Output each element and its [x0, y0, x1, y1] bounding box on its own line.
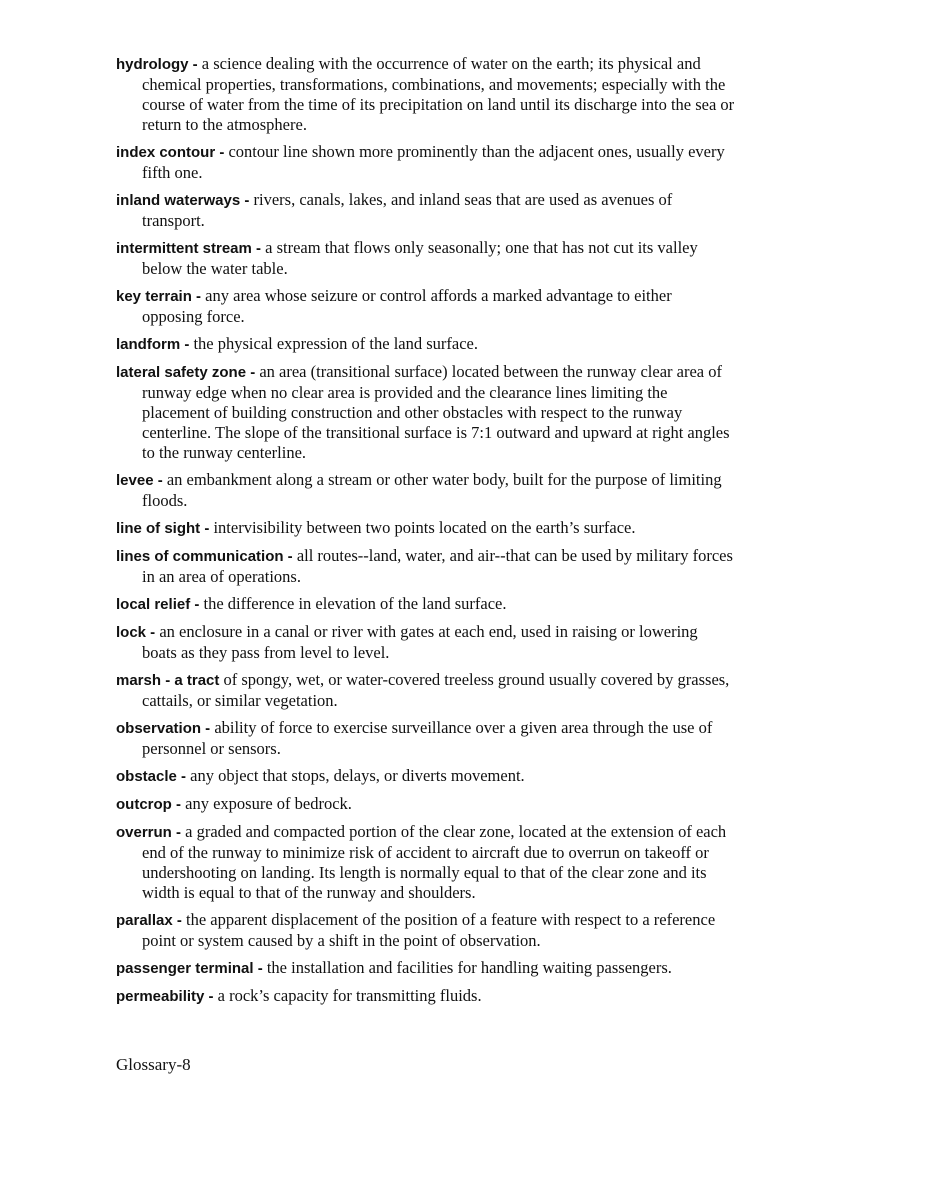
glossary-term: observation -	[116, 720, 211, 737]
glossary-entry	[116, 470, 736, 511]
glossary-entry	[116, 718, 736, 759]
glossary-entry	[116, 910, 736, 951]
glossary-term: passenger terminal -	[116, 960, 263, 977]
glossary-term: lines of communication -	[116, 548, 293, 565]
page-number: Glossary-8	[116, 1055, 191, 1074]
glossary-entry	[116, 822, 736, 903]
glossary-entry	[116, 546, 736, 587]
glossary-entry	[116, 238, 736, 279]
glossary-definition: a rock’s capacity for transmitting fluids.	[213, 986, 482, 1005]
glossary-entry	[116, 334, 736, 355]
glossary-definition: rivers, canals, lakes, and inland seas that are used as avenues of transport.	[142, 190, 673, 230]
glossary-entry	[116, 518, 736, 539]
glossary-definition: a graded and compacted portion of the clear zone, located at the extension of each end of the runway to minimize risk of accident to aircraft due to overrun on takeoff or undershooting on landing. Its length is normally equal to that of the clear zone and its width is equal to that of the runway and shoulders.	[142, 822, 727, 902]
glossary-term: intermittent stream -	[116, 240, 262, 257]
glossary-definition: the physical expression of the land surface.	[189, 334, 478, 353]
glossary-list	[116, 54, 736, 1014]
glossary-definition: any area whose seizure or control affords a marked advantage to either opposing force.	[142, 286, 672, 326]
glossary-term: landform -	[116, 336, 190, 353]
glossary-definition: the difference in elevation of the land surface.	[199, 594, 507, 613]
glossary-term: parallax -	[116, 912, 182, 929]
glossary-definition: contour line shown more prominently than the adjacent ones, usually every fifth one.	[142, 142, 725, 182]
glossary-definition: any exposure of bedrock.	[181, 794, 352, 813]
glossary-term: levee -	[116, 472, 163, 489]
glossary-term: index contour -	[116, 144, 225, 161]
glossary-definition: an enclosure in a canal or river with gates at each end, used in raising or lowering boats as they pass from level to level.	[142, 622, 698, 662]
glossary-entry	[116, 286, 736, 327]
glossary-definition: intervisibility between two points located on the earth’s surface.	[209, 518, 636, 537]
glossary-entry	[116, 190, 736, 231]
glossary-term: lock -	[116, 624, 156, 641]
glossary-entry	[116, 986, 736, 1007]
glossary-term: permeability -	[116, 988, 214, 1005]
glossary-term: obstacle -	[116, 768, 187, 785]
glossary-entry	[116, 670, 736, 711]
glossary-term: key terrain -	[116, 288, 202, 305]
glossary-entry	[116, 594, 736, 615]
glossary-entry	[116, 794, 736, 815]
glossary-definition: of spongy, wet, or water-covered treeless ground usually covered by grasses, cattails, or similar vegetation.	[142, 670, 730, 710]
glossary-entry	[116, 142, 736, 183]
glossary-entry	[116, 54, 736, 135]
glossary-definition: a science dealing with the occurrence of water on the earth; its physical and chemical properties, transformations, combinations, and movements; especially with the course of water from the time of its precipitation on land until its discharge into the sea or return to the atmosphere.	[142, 54, 735, 134]
glossary-term: local relief -	[116, 596, 200, 613]
glossary-term: marsh - a tract	[116, 672, 220, 689]
glossary-entry	[116, 622, 736, 663]
glossary-term: inland waterways -	[116, 192, 250, 209]
glossary-definition: the apparent displacement of the position of a feature with respect to a reference point or system caused by a shift in the point of observation.	[142, 910, 716, 950]
glossary-term: line of sight -	[116, 520, 210, 537]
glossary-entry	[116, 766, 736, 787]
glossary-term: lateral safety zone -	[116, 364, 256, 381]
glossary-term: overrun -	[116, 824, 182, 841]
glossary-entry	[116, 362, 736, 463]
glossary-definition: a stream that flows only seasonally; one that has not cut its valley below the water table.	[142, 238, 698, 278]
glossary-definition: an embankment along a stream or other water body, built for the purpose of limiting floods.	[142, 470, 722, 510]
glossary-entry	[116, 958, 736, 979]
glossary-term: outcrop -	[116, 796, 181, 813]
glossary-definition: any object that stops, delays, or diverts movement.	[186, 766, 525, 785]
glossary-term: hydrology -	[116, 56, 198, 73]
glossary-definition: an area (transitional surface) located between the runway clear area of runway edge when no clear area is provided and the clearance lines limiting the placement of building construction and other obstacles with respect to the runway centerline. The slope of the transitional surface is 7:1 outward and upward at right angles to the runway centerline.	[142, 362, 730, 462]
glossary-definition: ability of force to exercise surveillance over a given area through the use of personnel or sensors.	[142, 718, 713, 758]
glossary-definition: all routes--land, water, and air--that can be used by military forces in an area of operations.	[142, 546, 733, 586]
glossary-definition: the installation and facilities for handling waiting passengers.	[262, 958, 672, 977]
